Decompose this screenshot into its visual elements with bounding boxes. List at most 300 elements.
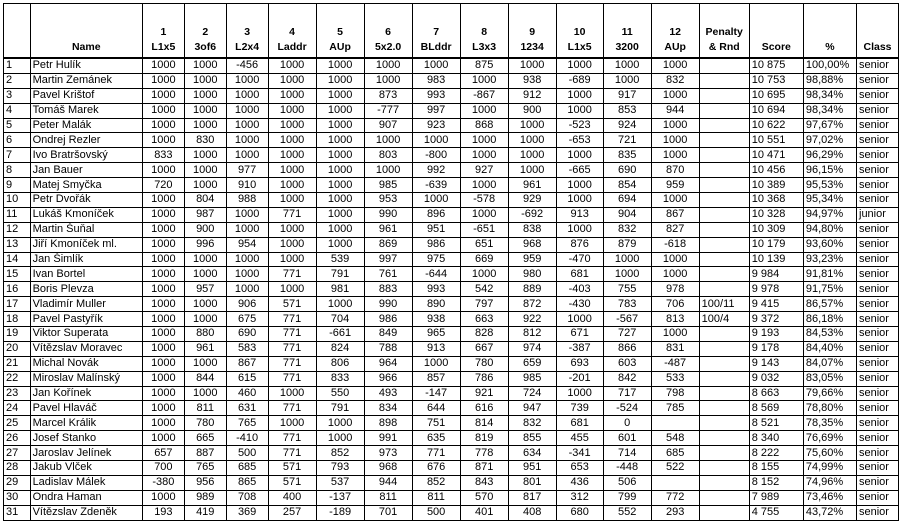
name-cell: Viktor Superata — [30, 327, 142, 342]
header-round — [364, 4, 412, 59]
round-score-cell: 786 — [460, 371, 508, 386]
round-score-cell: 865 — [226, 475, 268, 490]
percent-cell: 76,69% — [803, 431, 856, 446]
header-round-number: 7 — [433, 26, 440, 38]
round-score-cell: 910 — [226, 178, 268, 193]
percent-cell: 78,80% — [803, 401, 856, 416]
round-score-cell: 1000 — [364, 73, 412, 88]
class-cell: senior — [857, 88, 899, 103]
round-score-cell: 1000 — [142, 297, 184, 312]
percent-cell: 95,53% — [803, 178, 856, 193]
penalty-cell — [699, 163, 749, 178]
round-score-cell: 1000 — [316, 88, 364, 103]
header-name: Name — [30, 4, 142, 59]
round-score-cell: 814 — [460, 416, 508, 431]
header-row — [4, 4, 899, 59]
round-score-cell: -387 — [556, 341, 603, 356]
round-score-cell: 913 — [412, 341, 460, 356]
rank-cell: 9 — [4, 178, 31, 193]
header-round-code: L1x5 — [151, 41, 176, 53]
round-score-cell: 827 — [651, 222, 699, 237]
round-score-cell: 1000 — [268, 133, 316, 148]
rank-cell: 1 — [4, 58, 31, 73]
round-score-cell — [651, 416, 699, 431]
round-score-cell: 896 — [412, 207, 460, 222]
round-score-cell: 1000 — [460, 103, 508, 118]
round-score-cell: 690 — [226, 327, 268, 342]
name-cell: Pavel Krištof — [30, 88, 142, 103]
round-score-cell: 1000 — [142, 386, 184, 401]
total-score-cell: 9 143 — [749, 356, 803, 371]
round-score-cell: -523 — [556, 118, 603, 133]
round-score-cell: 980 — [508, 267, 556, 282]
header-round-number: 10 — [573, 26, 586, 38]
name-cell: Pavel Hlaváč — [30, 401, 142, 416]
round-score-cell: 833 — [316, 371, 364, 386]
total-score-cell: 9 372 — [749, 312, 803, 327]
name-cell: Vítězslav Moravec — [30, 341, 142, 356]
round-score-cell: 993 — [412, 88, 460, 103]
round-score-cell: 981 — [316, 282, 364, 297]
round-score-cell: 1000 — [316, 222, 364, 237]
round-score-cell: 791 — [316, 267, 364, 282]
class-cell: senior — [857, 252, 899, 267]
round-score-cell: 817 — [508, 490, 556, 505]
class-cell: senior — [857, 73, 899, 88]
percent-cell: 91,75% — [803, 282, 856, 297]
round-score-cell: 812 — [508, 327, 556, 342]
table-body — [4, 58, 899, 520]
round-score-cell: 1000 — [184, 178, 226, 193]
percent-cell: 93,23% — [803, 252, 856, 267]
round-score-cell: 1000 — [460, 207, 508, 222]
round-score-cell: 801 — [508, 475, 556, 490]
round-score-cell: 771 — [268, 312, 316, 327]
rank-cell: 25 — [4, 416, 31, 431]
header-round-number: 9 — [529, 26, 536, 38]
percent-cell: 83,05% — [803, 371, 856, 386]
round-score-cell: 806 — [316, 356, 364, 371]
round-score-cell: 1000 — [184, 148, 226, 163]
round-score-cell: 953 — [364, 193, 412, 208]
round-score-cell: 966 — [364, 371, 412, 386]
round-score-cell: 1000 — [268, 58, 316, 73]
rank-cell: 26 — [4, 431, 31, 446]
total-score-cell: 10 328 — [749, 207, 803, 222]
round-score-cell: 838 — [508, 222, 556, 237]
penalty-cell — [699, 73, 749, 88]
rank-cell: 15 — [4, 267, 31, 282]
round-score-cell: 788 — [364, 341, 412, 356]
total-score-cell: 8 155 — [749, 461, 803, 476]
header-penalty-line1: Penalty — [705, 26, 743, 38]
round-score-cell: -653 — [556, 133, 603, 148]
round-score-cell: 500 — [412, 505, 460, 520]
table-row — [4, 163, 899, 178]
round-score-cell: 419 — [184, 505, 226, 520]
percent-cell: 78,35% — [803, 416, 856, 431]
table-row — [4, 505, 899, 520]
round-score-cell: 1000 — [226, 103, 268, 118]
round-score-cell: 634 — [508, 446, 556, 461]
round-score-cell: 824 — [316, 341, 364, 356]
round-score-cell: 631 — [226, 401, 268, 416]
penalty-cell: 100/4 — [699, 312, 749, 327]
round-score-cell: 1000 — [316, 118, 364, 133]
class-cell: senior — [857, 416, 899, 431]
round-score-cell: -147 — [412, 386, 460, 401]
class-cell: senior — [857, 401, 899, 416]
percent-cell: 84,40% — [803, 341, 856, 356]
round-score-cell: 889 — [508, 282, 556, 297]
round-score-cell: 1000 — [268, 163, 316, 178]
table-row — [4, 297, 899, 312]
rank-cell: 22 — [4, 371, 31, 386]
round-score-cell: 873 — [364, 88, 412, 103]
header-round — [603, 4, 651, 59]
round-score-cell: 1000 — [316, 416, 364, 431]
round-score-cell: 1000 — [556, 148, 603, 163]
round-score-cell: 798 — [651, 386, 699, 401]
class-cell: senior — [857, 297, 899, 312]
round-score-cell: 1000 — [412, 193, 460, 208]
round-score-cell: 408 — [508, 505, 556, 520]
table-row — [4, 461, 899, 476]
round-score-cell: 783 — [603, 297, 651, 312]
penalty-cell: 100/11 — [699, 297, 749, 312]
rank-cell: 18 — [4, 312, 31, 327]
round-score-cell: 771 — [268, 267, 316, 282]
rank-cell: 19 — [4, 327, 31, 342]
round-score-cell: -410 — [226, 431, 268, 446]
round-score-cell: 1000 — [316, 58, 364, 73]
penalty-cell — [699, 327, 749, 342]
round-score-cell: 868 — [460, 118, 508, 133]
round-score-cell: -487 — [651, 356, 699, 371]
round-score-cell: 913 — [556, 207, 603, 222]
header-round-code: AUp — [329, 41, 351, 53]
round-score-cell: 831 — [651, 341, 699, 356]
class-cell: senior — [857, 461, 899, 476]
round-score-cell: 700 — [142, 461, 184, 476]
round-score-cell: 1000 — [556, 178, 603, 193]
round-score-cell: 669 — [460, 252, 508, 267]
round-score-cell: 1000 — [184, 103, 226, 118]
round-score-cell: 693 — [556, 356, 603, 371]
round-score-cell: 665 — [184, 431, 226, 446]
round-score-cell: 400 — [268, 490, 316, 505]
round-score-cell: 1000 — [268, 88, 316, 103]
total-score-cell: 10 875 — [749, 58, 803, 73]
round-score-cell: 714 — [603, 446, 651, 461]
round-score-cell: 681 — [556, 416, 603, 431]
class-cell: senior — [857, 222, 899, 237]
penalty-cell — [699, 133, 749, 148]
round-score-cell: 811 — [184, 401, 226, 416]
round-score-cell: 834 — [364, 401, 412, 416]
round-score-cell: 1000 — [226, 267, 268, 282]
name-cell: Jakub Vlček — [30, 461, 142, 476]
round-score-cell: 811 — [412, 490, 460, 505]
table-row — [4, 237, 899, 252]
class-cell: senior — [857, 282, 899, 297]
round-score-cell: 904 — [603, 207, 651, 222]
rank-cell: 10 — [4, 193, 31, 208]
name-cell: Josef Stanko — [30, 431, 142, 446]
percent-cell: 93,60% — [803, 237, 856, 252]
name-cell: Ivo Bratršovský — [30, 148, 142, 163]
percent-cell: 98,34% — [803, 88, 856, 103]
penalty-cell — [699, 386, 749, 401]
header-round — [316, 4, 364, 59]
round-score-cell: 906 — [226, 297, 268, 312]
round-score-cell: 1000 — [316, 73, 364, 88]
round-score-cell: 832 — [603, 222, 651, 237]
penalty-cell — [699, 431, 749, 446]
round-score-cell: 923 — [412, 118, 460, 133]
total-score-cell: 8 521 — [749, 416, 803, 431]
round-score-cell: 1000 — [268, 222, 316, 237]
round-score-cell: 1000 — [268, 118, 316, 133]
class-cell: senior — [857, 178, 899, 193]
round-score-cell: 961 — [508, 178, 556, 193]
round-score-cell: 1000 — [603, 252, 651, 267]
percent-cell: 95,34% — [803, 193, 856, 208]
header-percent: % — [803, 4, 856, 59]
class-cell: senior — [857, 58, 899, 73]
total-score-cell: 10 368 — [749, 193, 803, 208]
penalty-cell — [699, 401, 749, 416]
round-score-cell: 1000 — [651, 193, 699, 208]
class-cell: senior — [857, 431, 899, 446]
round-score-cell: 819 — [460, 431, 508, 446]
class-cell: senior — [857, 356, 899, 371]
round-score-cell: 938 — [412, 312, 460, 327]
penalty-cell — [699, 118, 749, 133]
rank-cell: 11 — [4, 207, 31, 222]
total-score-cell: 10 551 — [749, 133, 803, 148]
round-score-cell: 866 — [603, 341, 651, 356]
round-score-cell: 1000 — [142, 490, 184, 505]
round-score-cell: 1000 — [556, 58, 603, 73]
penalty-cell — [699, 193, 749, 208]
rank-cell: 8 — [4, 163, 31, 178]
round-score-cell: 977 — [226, 163, 268, 178]
round-score-cell: 1000 — [184, 73, 226, 88]
round-score-cell: 1000 — [460, 267, 508, 282]
round-score-cell: 1000 — [226, 73, 268, 88]
round-score-cell: 1000 — [651, 252, 699, 267]
class-cell: senior — [857, 148, 899, 163]
total-score-cell: 10 695 — [749, 88, 803, 103]
round-score-cell: 765 — [184, 461, 226, 476]
round-score-cell: 938 — [508, 73, 556, 88]
table-row — [4, 416, 899, 431]
round-score-cell: 898 — [364, 416, 412, 431]
percent-cell: 84,07% — [803, 356, 856, 371]
header-round-code: 1234 — [520, 41, 544, 53]
round-score-cell: 1000 — [316, 178, 364, 193]
round-score-cell: 799 — [603, 490, 651, 505]
round-score-cell: 855 — [508, 431, 556, 446]
penalty-cell — [699, 267, 749, 282]
round-score-cell: 548 — [651, 431, 699, 446]
round-score-cell: 1000 — [268, 193, 316, 208]
rank-cell: 12 — [4, 222, 31, 237]
class-cell: senior — [857, 371, 899, 386]
round-score-cell: 1000 — [142, 73, 184, 88]
class-cell: senior — [857, 490, 899, 505]
penalty-cell — [699, 371, 749, 386]
round-score-cell: 1000 — [651, 267, 699, 282]
penalty-cell — [699, 148, 749, 163]
name-cell: Jiří Kmoníček ml. — [30, 237, 142, 252]
round-score-cell: 1000 — [316, 103, 364, 118]
round-score-cell: 635 — [412, 431, 460, 446]
round-score-cell: 616 — [460, 401, 508, 416]
name-cell: Pavel Pastyřík — [30, 312, 142, 327]
penalty-cell — [699, 490, 749, 505]
round-score-cell: 869 — [364, 237, 412, 252]
round-score-cell: 1000 — [603, 267, 651, 282]
round-score-cell: 1000 — [142, 163, 184, 178]
name-cell: Tomáš Marek — [30, 103, 142, 118]
round-score-cell: 921 — [460, 386, 508, 401]
round-score-cell: 751 — [412, 416, 460, 431]
round-score-cell: 964 — [364, 356, 412, 371]
round-score-cell: 615 — [226, 371, 268, 386]
percent-cell: 74,96% — [803, 475, 856, 490]
round-score-cell: 1000 — [142, 118, 184, 133]
round-score-cell: 959 — [508, 252, 556, 267]
round-score-cell: 193 — [142, 505, 184, 520]
round-score-cell: 1000 — [508, 148, 556, 163]
penalty-cell — [699, 178, 749, 193]
total-score-cell: 8 569 — [749, 401, 803, 416]
round-score-cell: 771 — [268, 341, 316, 356]
round-score-cell: 312 — [556, 490, 603, 505]
rank-cell: 3 — [4, 88, 31, 103]
rank-cell: 7 — [4, 148, 31, 163]
round-score-cell: 657 — [142, 446, 184, 461]
round-score-cell: 1000 — [508, 163, 556, 178]
total-score-cell: 9 415 — [749, 297, 803, 312]
round-score-cell: 968 — [364, 461, 412, 476]
round-score-cell: 870 — [651, 163, 699, 178]
round-score-cell: 1000 — [142, 237, 184, 252]
round-score-cell: 944 — [651, 103, 699, 118]
round-score-cell: 653 — [556, 461, 603, 476]
round-score-cell: 1000 — [226, 133, 268, 148]
name-cell: Petr Hulík — [30, 58, 142, 73]
round-score-cell: 1000 — [142, 312, 184, 327]
round-score-cell: 957 — [184, 282, 226, 297]
round-score-cell: 988 — [226, 193, 268, 208]
round-score-cell: 1000 — [184, 312, 226, 327]
penalty-cell — [699, 416, 749, 431]
name-cell: Boris Plevza — [30, 282, 142, 297]
name-cell: Miroslav Malínský — [30, 371, 142, 386]
round-score-cell: 883 — [364, 282, 412, 297]
header-round — [508, 4, 556, 59]
penalty-cell — [699, 103, 749, 118]
round-score-cell: 675 — [226, 312, 268, 327]
round-score-cell: 1000 — [651, 327, 699, 342]
round-score-cell: 601 — [603, 431, 651, 446]
round-score-cell: 833 — [142, 148, 184, 163]
class-cell: senior — [857, 118, 899, 133]
round-score-cell: 1000 — [268, 73, 316, 88]
round-score-cell: 1000 — [268, 178, 316, 193]
total-score-cell: 10 309 — [749, 222, 803, 237]
table-row — [4, 356, 899, 371]
round-score-cell: 917 — [603, 88, 651, 103]
round-score-cell: 961 — [184, 341, 226, 356]
percent-cell: 96,29% — [803, 148, 856, 163]
round-score-cell: 680 — [556, 505, 603, 520]
table-row — [4, 103, 899, 118]
round-score-cell: 533 — [651, 371, 699, 386]
table-row — [4, 88, 899, 103]
round-score-cell: 1000 — [184, 252, 226, 267]
round-score-cell: 1000 — [142, 252, 184, 267]
round-score-cell: 1000 — [142, 103, 184, 118]
class-cell: junior — [857, 207, 899, 222]
round-score-cell: 780 — [460, 356, 508, 371]
round-score-cell: 954 — [226, 237, 268, 252]
total-score-cell: 10 471 — [749, 148, 803, 163]
name-cell: Ladislav Málek — [30, 475, 142, 490]
table-row — [4, 431, 899, 446]
round-score-cell: 778 — [460, 446, 508, 461]
round-score-cell: 780 — [184, 416, 226, 431]
round-score-cell: -578 — [460, 193, 508, 208]
round-score-cell: 0 — [603, 416, 651, 431]
round-score-cell: 1000 — [603, 73, 651, 88]
percent-cell: 73,46% — [803, 490, 856, 505]
percent-cell: 97,02% — [803, 133, 856, 148]
round-score-cell: 876 — [556, 237, 603, 252]
total-score-cell: 9 984 — [749, 267, 803, 282]
round-score-cell: 978 — [651, 282, 699, 297]
round-score-cell: 771 — [268, 327, 316, 342]
class-cell: senior — [857, 341, 899, 356]
table-row — [4, 222, 899, 237]
round-score-cell: 1000 — [316, 297, 364, 312]
round-score-cell: 1000 — [184, 297, 226, 312]
round-score-cell: 772 — [651, 490, 699, 505]
round-score-cell: 1000 — [142, 341, 184, 356]
header-round-code: 5x2.0 — [374, 41, 402, 53]
round-score-cell: 986 — [412, 237, 460, 252]
round-score-cell: 1000 — [142, 222, 184, 237]
round-score-cell: 1000 — [184, 118, 226, 133]
round-score-cell: 1000 — [226, 88, 268, 103]
round-score-cell: 871 — [460, 461, 508, 476]
round-score-cell: 1000 — [268, 148, 316, 163]
round-score-cell: -618 — [651, 237, 699, 252]
percent-cell: 97,67% — [803, 118, 856, 133]
round-score-cell: 460 — [226, 386, 268, 401]
percent-cell: 84,53% — [803, 327, 856, 342]
round-score-cell: 797 — [460, 297, 508, 312]
round-score-cell: 1000 — [556, 222, 603, 237]
table-row — [4, 312, 899, 327]
round-score-cell: 854 — [603, 178, 651, 193]
penalty-cell — [699, 505, 749, 520]
round-score-cell: 1000 — [651, 133, 699, 148]
name-cell: Michal Novák — [30, 356, 142, 371]
